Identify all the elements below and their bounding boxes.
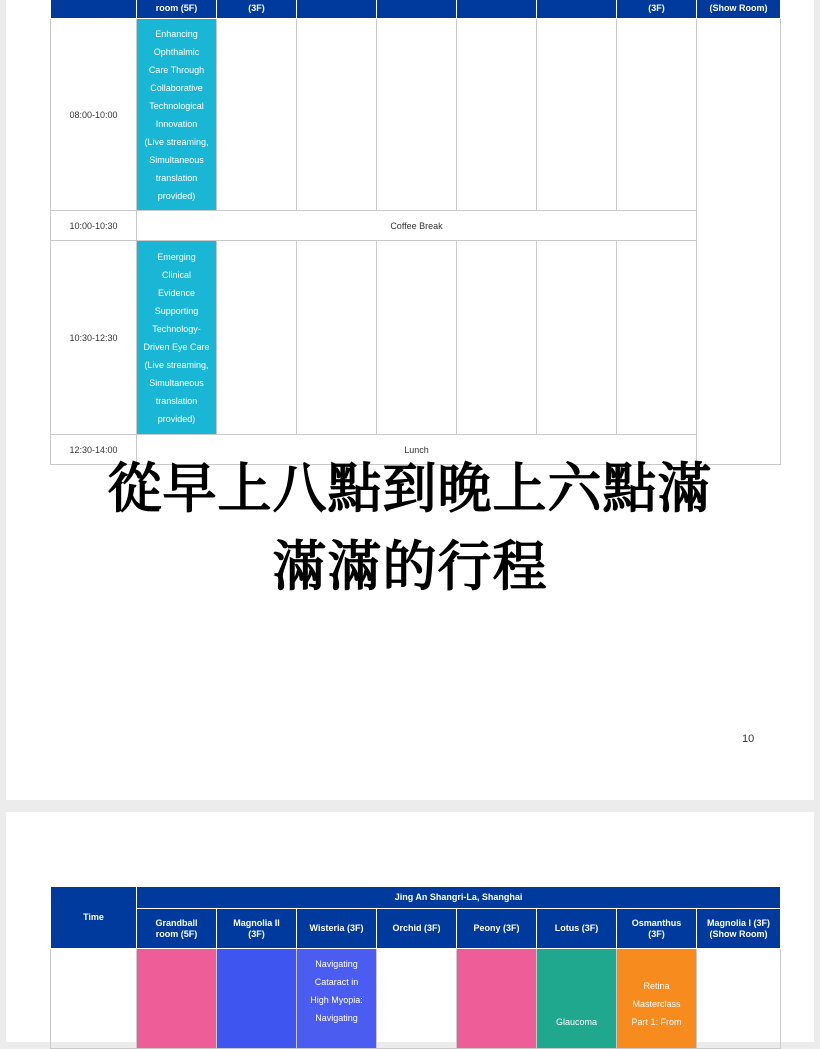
room-label: Magnolia II bbox=[233, 917, 280, 928]
session-text: High Myopia: bbox=[310, 995, 363, 1005]
coffee-break-cell: Coffee Break bbox=[137, 211, 697, 241]
empty-cell bbox=[297, 19, 377, 211]
empty-cell bbox=[377, 241, 457, 435]
session-text: Supporting bbox=[154, 305, 199, 316]
caption-line-1: 從早上八點到晚上六點滿 bbox=[107, 457, 713, 520]
time-cell: 10:30-12:30 bbox=[51, 241, 137, 435]
time-cell: 08:00-10:00 bbox=[51, 19, 137, 211]
header-room bbox=[297, 0, 377, 19]
empty-cell bbox=[537, 241, 617, 435]
room-header-osmanthus bbox=[617, 909, 697, 949]
session-text: provided) bbox=[157, 190, 196, 201]
document-page-1 bbox=[6, 0, 814, 800]
empty-cell bbox=[457, 241, 537, 435]
time-header: Time bbox=[51, 887, 137, 949]
room-header-orchid bbox=[377, 909, 457, 949]
schedule-table-bottom bbox=[50, 886, 781, 1049]
session-text: Driven Eye Care bbox=[143, 341, 210, 352]
session-text: Emerging bbox=[157, 251, 196, 262]
header-room bbox=[617, 0, 697, 19]
session-text: Enhancing bbox=[155, 28, 198, 39]
room-label: (Show Room) bbox=[709, 928, 768, 939]
session-text: Technology- bbox=[152, 323, 201, 334]
session-text: Evidence bbox=[157, 287, 196, 298]
header-room bbox=[537, 0, 617, 19]
room-label: Orchid (3F) bbox=[392, 923, 441, 933]
time-cell bbox=[51, 949, 137, 1049]
session-text: Part 1: From bbox=[631, 1017, 682, 1027]
header-room bbox=[377, 0, 457, 19]
empty-cell bbox=[457, 19, 537, 211]
session-cell-pink bbox=[457, 949, 537, 1049]
header-room bbox=[697, 0, 781, 19]
empty-cell bbox=[617, 19, 697, 211]
session-text: Ophthalmic bbox=[153, 46, 200, 57]
empty-cell bbox=[217, 241, 297, 435]
empty-cell bbox=[617, 241, 697, 435]
schedule-table-top bbox=[50, 0, 781, 465]
session-text: Glaucoma bbox=[555, 1017, 598, 1027]
session-text: Simultaneous bbox=[149, 154, 204, 165]
session-text: Technological bbox=[149, 100, 204, 111]
session-cell-blue bbox=[217, 949, 297, 1049]
room-header-magnolia-2 bbox=[217, 909, 297, 949]
session-cell-wisteria bbox=[297, 949, 377, 1049]
header-room-label: room (5F) bbox=[155, 3, 198, 13]
header-room bbox=[217, 0, 297, 19]
empty-cell bbox=[377, 949, 457, 1049]
header-room bbox=[137, 0, 217, 19]
session-cell-lotus bbox=[537, 949, 617, 1049]
show-room-cell bbox=[697, 19, 781, 465]
session-text: (Live streaming, bbox=[144, 359, 209, 370]
session-text: Cataract in bbox=[314, 977, 359, 987]
room-label: Magnolia I (3F) bbox=[707, 917, 771, 928]
room-label: (3F) bbox=[248, 928, 265, 939]
room-label: Wisteria (3F) bbox=[309, 923, 364, 933]
header-room-label: (Show Room) bbox=[709, 3, 768, 13]
venue-header: Jing An Shangri-La, Shanghai bbox=[137, 887, 781, 909]
caption-line-2: 滿滿的行程 bbox=[272, 535, 548, 598]
empty-cell bbox=[377, 19, 457, 211]
header-room-label: (3F) bbox=[648, 3, 665, 13]
header-room bbox=[457, 0, 537, 19]
room-header-grandball bbox=[137, 909, 217, 949]
empty-cell bbox=[697, 949, 781, 1049]
header-time-cell bbox=[51, 0, 137, 19]
session-text: Clinical bbox=[161, 269, 191, 280]
room-header-magnolia-1 bbox=[697, 909, 781, 949]
session-text: Simultaneous bbox=[149, 377, 204, 388]
document-page-2 bbox=[6, 812, 814, 1042]
session-text: provided) bbox=[157, 413, 196, 424]
session-cell bbox=[137, 19, 217, 211]
session-text: (Live streaming, bbox=[144, 136, 209, 147]
room-label: Osmanthus bbox=[631, 917, 682, 928]
session-text: Retina bbox=[643, 981, 670, 991]
session-text: Care Through bbox=[148, 64, 205, 75]
session-cell-osmanthus bbox=[617, 949, 697, 1049]
session-text: translation bbox=[155, 172, 198, 183]
session-cell-pink bbox=[137, 949, 217, 1049]
session-text: Masterclass bbox=[632, 999, 681, 1009]
empty-cell bbox=[537, 19, 617, 211]
session-text: Navigating bbox=[315, 959, 358, 969]
room-label: Grandball bbox=[155, 917, 198, 928]
session-text: Collaborative bbox=[150, 82, 203, 93]
session-text: Navigating bbox=[315, 1013, 358, 1023]
empty-cell bbox=[297, 241, 377, 435]
time-cell: 12:30-14:00 bbox=[51, 435, 137, 465]
lunch-cell: Lunch bbox=[137, 435, 697, 465]
room-header-peony bbox=[457, 909, 537, 949]
room-header-wisteria bbox=[297, 909, 377, 949]
empty-cell bbox=[217, 19, 297, 211]
room-header-lotus bbox=[537, 909, 617, 949]
room-label: Peony (3F) bbox=[473, 923, 520, 933]
room-label: Lotus (3F) bbox=[554, 923, 599, 933]
page-number: 10 bbox=[742, 733, 755, 745]
room-label: (3F) bbox=[648, 928, 665, 939]
header-room-label: (3F) bbox=[248, 3, 265, 13]
time-cell: 10:00-10:30 bbox=[51, 211, 137, 241]
session-cell bbox=[137, 241, 217, 435]
session-text: translation bbox=[155, 395, 198, 406]
session-text: Innovation bbox=[155, 118, 198, 129]
room-label: room (5F) bbox=[155, 928, 198, 939]
